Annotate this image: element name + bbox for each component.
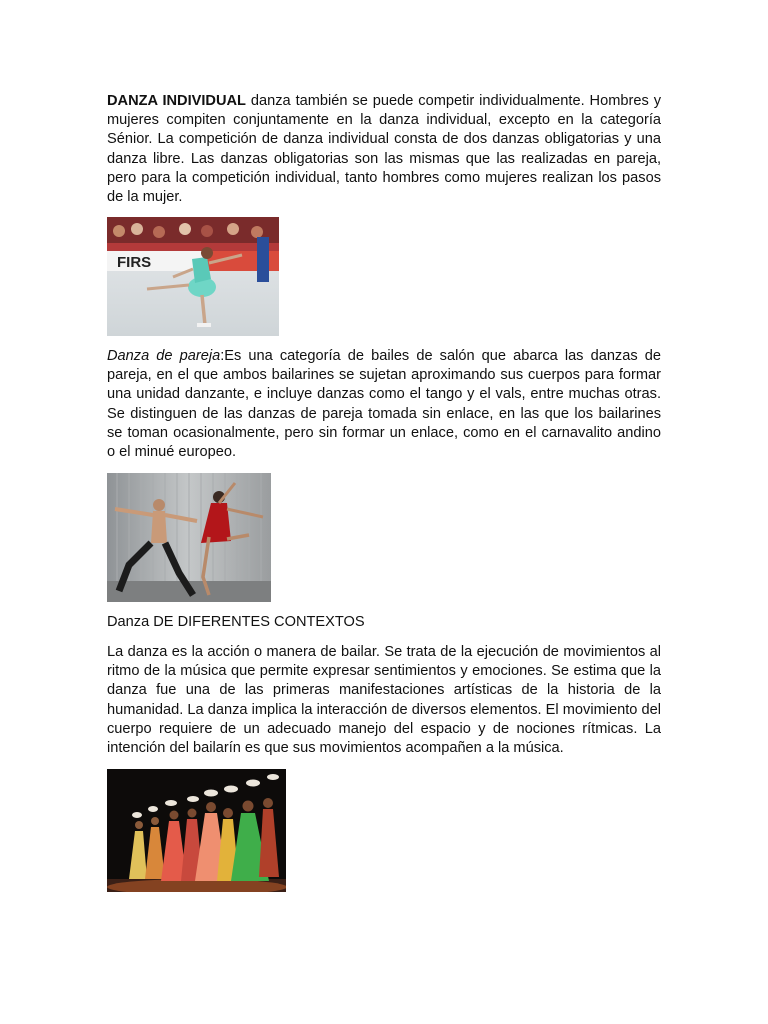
- paragraph-text: danza también se puede competir individualmente. Hombres y mujeres compiten conjuntamente en la danza individual, excepto en la categoría Sénior. La competición de danza individual consta de dos danzas obligatorias y una danza libre. Las danzas obligatorias son las mismas que las realizadas en pareja, pero para la competición individual, tanto hombres como mujeres realizan los pasos de la mujer.: [107, 93, 661, 206]
- photo-figure-skater: [107, 217, 279, 336]
- paragraph-text: :Es una categoría de bailes de salón que abarca las danzas de pareja, en el que ambos bailarines se sujetan aproximando sus cuerpos para formar una unidad danzante, e incluye danzas como el tango y el vals, entre muchas otras. Se distinguen de las danzas de pareja tomada sin enlace, en las que los bailarines se toman ocasionalmente, pero sin formar un enlace, como en el carnavalito andino o el minué europeo.: [107, 348, 661, 461]
- section-heading: Danza DE DIFERENTES CONTEXTOS: [107, 614, 365, 630]
- term-danza-individual: DANZA INDIVIDUAL: [107, 93, 246, 109]
- term-danza-de-pareja: Danza de pareja: [107, 348, 221, 364]
- photo-couple-dancers: [107, 473, 271, 602]
- paragraph-danza-contextos: [107, 643, 661, 758]
- banner-text: FIRS: [117, 254, 152, 271]
- photo-folk-dance-group: [107, 769, 286, 892]
- paragraph-danza-de-pareja: [107, 347, 661, 462]
- paragraph-text: La danza es la acción o manera de bailar. Se trata de la ejecución de movimientos al ritmo de la música que permite expresar sentimientos y emociones. Se estima que la danza fue una de las primeras manifestaciones artísticas de la historia de la humanidad. La danza implica la interacción de diversos elementos. El movimiento del cuerpo requiere de un adecuado manejo del espacio y de nociones rítmicas. La intención del bailarín es que sus movimientos acompañen a la música.: [107, 644, 661, 757]
- paragraph-danza-individual: [107, 92, 661, 207]
